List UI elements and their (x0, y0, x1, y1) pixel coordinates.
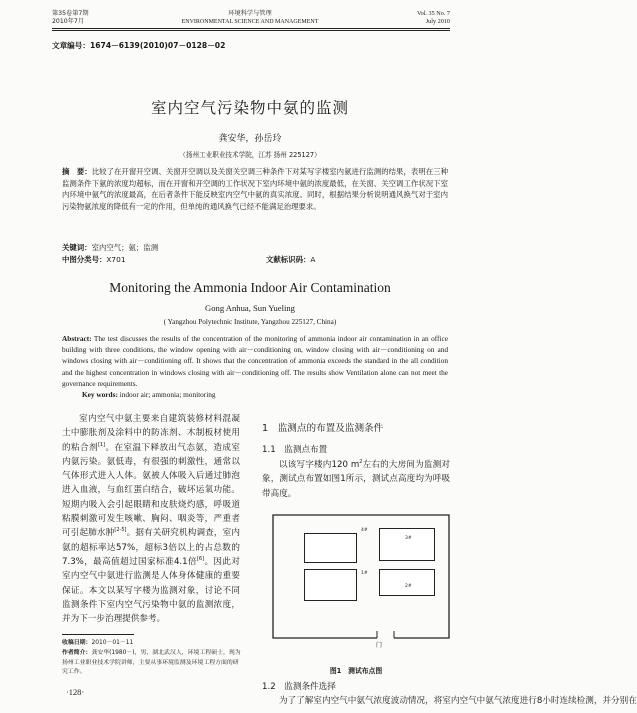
clc-number (62, 254, 126, 266)
keywords-cn (62, 242, 158, 254)
abstract-en-label: Abstract: (62, 334, 92, 343)
abstract-cn-text: 比较了在开窗开空调、关窗开空调以及关窗关空调三种条件下对某写字楼室内氨进行监测的结果，表明在三种监测条件下氨的浓度均超标，而在开窗和开空调的工作状况下室内环境中氨的浓度最低，在关窗、关空调工作状况下室内环境中氨气的浓度最高，在后者条件下能反映室内空气中氨的真实浓度。同时，根据结果分析说明通风换气对于室内污染物氨浓度的降低有一定的作用，但单纯的通风换气已经不能满足治理要求。 (62, 167, 448, 211)
header-journal-en: ENVIRONMENTAL SCIENCE AND MANAGEMENT (181, 19, 319, 25)
received-date (62, 639, 242, 649)
intro-part1: 室内空气中氨主要来自建筑装修材料混凝土中膨胀剂及涂料中的防冻剂、木制板材使用的粘合剂 (62, 414, 240, 453)
doccode-label: 文献标识码： (266, 255, 311, 264)
keywords-en-label: Key words: (82, 390, 118, 399)
header-date: 2010年7月 (52, 18, 85, 25)
intro-paragraph (62, 412, 240, 626)
authors-en: Gong Anhua, Sun Yueling (205, 303, 295, 313)
page-number: ·128· (66, 688, 85, 697)
authors-cn: 龚安华，孙岳玲 (218, 134, 282, 144)
room-block (304, 569, 357, 601)
footnote (62, 639, 242, 678)
affiliation-en: ( Yangzhou Polytechnic Institute, Yangzhou 225127, China) (163, 318, 337, 326)
header-journal-cn: 环境科学与管理 (228, 10, 272, 17)
intro-part4: 。因此对室内空气中氨进行监测是人体身体健康的重要保证。本文以某写字楼为监测对象，讨论不同监测条件下室内空气污染物中氨的监测浓度，并为下一步治理提供参考。 (62, 556, 240, 625)
title-en: Monitoring the Ammonia Indoor Air Contamination (109, 280, 391, 295)
document-code (266, 254, 315, 266)
keywords-en (82, 390, 216, 399)
sample-point-1: 1# (361, 571, 368, 576)
section-1-heading: 1 监测点的布置及监测条件 (262, 423, 384, 434)
header-vol-en: Vol. 35 No. 7 (416, 10, 450, 17)
keywords-en-text: indoor air; ammonia; monitoring (119, 390, 216, 399)
door-label: 门 (376, 642, 383, 649)
header-rule-top (52, 28, 450, 29)
clc-label: 中图分类号： (62, 255, 107, 264)
sample-point-2: 2# (405, 584, 412, 589)
received-value: 2010－01－11 (91, 640, 134, 646)
room-block (379, 569, 435, 596)
doccode-value: A (310, 255, 316, 264)
section-1-1-heading: 1.1 监测点布置 (262, 445, 328, 455)
clc-value: X701 (106, 255, 126, 264)
header-rule-bottom (52, 30, 450, 31)
article-id: 文章编号：1674－6139(2010)07－0128－02 (52, 41, 226, 50)
abstract-en (62, 333, 448, 389)
sample-point-4: 4# (361, 528, 368, 533)
area-exponent: 2 (359, 459, 363, 466)
page-title: 室内空气污染物中氨的监测 (150, 99, 349, 117)
footnote-rule (62, 634, 134, 635)
author-bio (62, 649, 242, 678)
received-label: 收稿日期： (62, 640, 92, 646)
citation-1: [1] (97, 441, 106, 448)
room-block (379, 528, 435, 561)
affiliation-cn: （扬州工业职业技术学院，江苏 扬州 225127） (179, 151, 321, 159)
keywords-cn-text: 室内空气；氨；监测 (91, 243, 159, 252)
section-1-2-text: 为了了解室内空气中氨气浓度波动情况，将室内空气中氨气浓度进行8小时连续检测，并分别在 (279, 696, 637, 706)
sample-point-3: 3# (405, 536, 412, 541)
section-1-1-text-b: 左右的大房间为监测对象，测试点布置如图1所示，测试点高度均为呼吸带高度。 (262, 460, 450, 499)
header-date-en: July 2010 (425, 18, 450, 25)
citation-2-5: [2-5] (114, 527, 127, 534)
abstract-cn (62, 166, 448, 212)
abstract-en-text: The test discusses the results of the concentration of the monitoring of ammonia indoor air contamination in an office building with three conditions, the window opening with air－conditioning on, window closing with air－conditioning on and windows closing with air－conditioning off. It shows that the concentration of ammonia exceeds the standard in the all condition and the highest concentration in windows closing with air－conditioning off. The results show Ventilation alone can not meet the governance requirements. (62, 334, 448, 388)
figure-1-caption: 图1 测试布点图 (329, 667, 383, 675)
header-volume: 第35卷第7期 (52, 10, 89, 17)
intro-part2: 。在室温下释放出气态氨，造成室内氨污染。氨低毒，有很强的刺激性，通常以气体形式进入人体。氨被人体吸入后通过肺泡进入血液，与血红蛋白结合，破坏运氧功能。短期内吸入会引起眼睛和皮肤烧灼感，呼吸道粘膜刺激可发生咳嗽、胸闷、咽炎等，严重者可引起肺水肿 (62, 442, 240, 539)
section-1-1-text-a: 以该写字楼内120 m (279, 460, 360, 470)
author-bio-text: 龚安华(1980－)，男，湖北武汉人，环境工程硕士，现为扬州工业职业技术学院讲师，主要从事环境监测及环境工程方面的研究工作。 (62, 649, 241, 676)
section-1-2-heading: 1.2 监测条件选择 (262, 682, 336, 692)
author-bio-label: 作者简介： (62, 649, 92, 656)
citation-6: [6] (196, 556, 205, 563)
keywords-cn-label: 关键词： (62, 243, 92, 252)
section-1-1-text (262, 458, 450, 501)
abstract-cn-label: 摘 要： (62, 167, 92, 176)
room-block (304, 533, 357, 563)
intro-part3: 。据有关研究机构调查，室内氨的超标率达57%，超标3倍以上的占总数的7.3%，最高值超过国家标准4.1倍 (62, 528, 240, 567)
